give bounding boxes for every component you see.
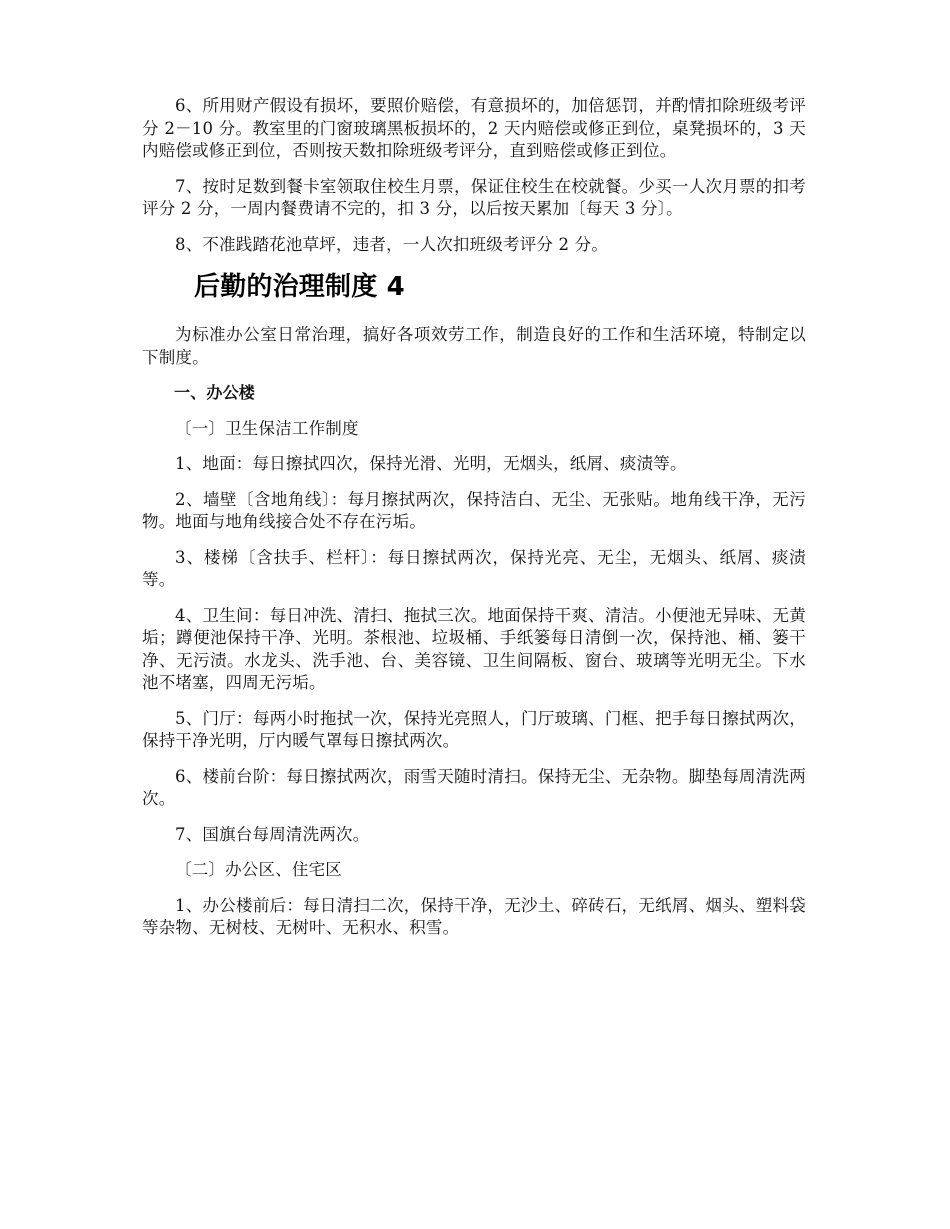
document-page	[142, 95, 806, 953]
cleaning-item-wall: 2、墙壁〔含地角线〕：每月擦拭两次，保持洁白、无尘、无张贴。地角线干净，无污物。地面与地角线接合处不存在污垢。	[142, 489, 806, 531]
cleaning-item-steps: 6、楼前台阶：每日擦拭两次，雨雪天随时清扫。保持无尘、无杂物。脚垫每周清洗两次。	[142, 766, 806, 808]
cleaning-item-lobby: 5、门厅：每两小时拖拭一次，保持光亮照人，门厅玻璃、门框、把手每日擦拭两次，保持干净光明，厅内暖气罩每日擦拭两次。	[142, 708, 806, 750]
cleaning-item-stairs: 3、楼梯〔含扶手、栏杆〕：每日擦拭两次，保持光亮、无尘，无烟头、纸屑、痰渍等。	[142, 547, 806, 589]
cleaning-system-subheading: 〔一〕卫生保洁工作制度	[175, 418, 359, 438]
cleaning-item-floor: 1、地面：每日擦拭四次，保持光滑、光明，无烟头，纸屑、痰渍等。	[175, 454, 687, 473]
paragraph-item-7: 7、按时足数到餐卡室领取住校生月票，保证住校生在校就餐。少买一人次月票的扣考评分 2 分，一周内餐费请不完的，扣 3 分，以后按天累加〔每天 3 分〕。	[142, 176, 806, 218]
paragraph-item-8: 8、不准践踏花池草坪，违者，一人次扣班级考评分 2 分。	[175, 234, 609, 254]
paragraph-item-6: 6、所用财产假设有损坏，要照价赔偿，有意损坏的，加倍惩罚，并酌情扣除班级考评分 2－10 分。教室里的门窗玻璃黑板损坏的，2 天内赔偿或修正到位，桌凳损坏的，3 天内赔偿或修正到位，否则按天数扣除班级考评分，直到赔偿或修正到位。	[142, 96, 806, 160]
cleaning-item-flag-platform: 7、国旗台每周清洗两次。	[175, 824, 370, 844]
intro-paragraph: 为标准办公室日常治理，搞好各项效劳工作，制造良好的工作和生活环境，特制定以下制度。	[142, 325, 806, 367]
cleaning-item-restroom: 4、卫生间：每日冲洗、清扫、拖拭三次。地面保持干爽、清洁。小便池无异味、无黄垢；蹲便池保持干净、光明。茶根池、垃圾桶、手纸篓每日清倒一次，保持池、桶、篓干净、无污渍。水龙头、洗手池、台、美容镜、卫生间隔板、窗台、玻璃等光明无尘。下水池不堵塞，四周无污垢。	[142, 605, 806, 692]
office-building-heading: 一、办公楼	[174, 383, 256, 402]
section-heading: 后勤的治理制度 4	[194, 272, 405, 302]
office-residential-subheading: 〔二〕办公区、住宅区	[175, 860, 342, 879]
office-front-back-item: 1、办公楼前后：每日清扫二次，保持干净，无沙土、碎砖石，无纸屑、烟头、塑料袋等杂物、无树枝、无树叶、无积水、积雪。	[142, 895, 806, 937]
